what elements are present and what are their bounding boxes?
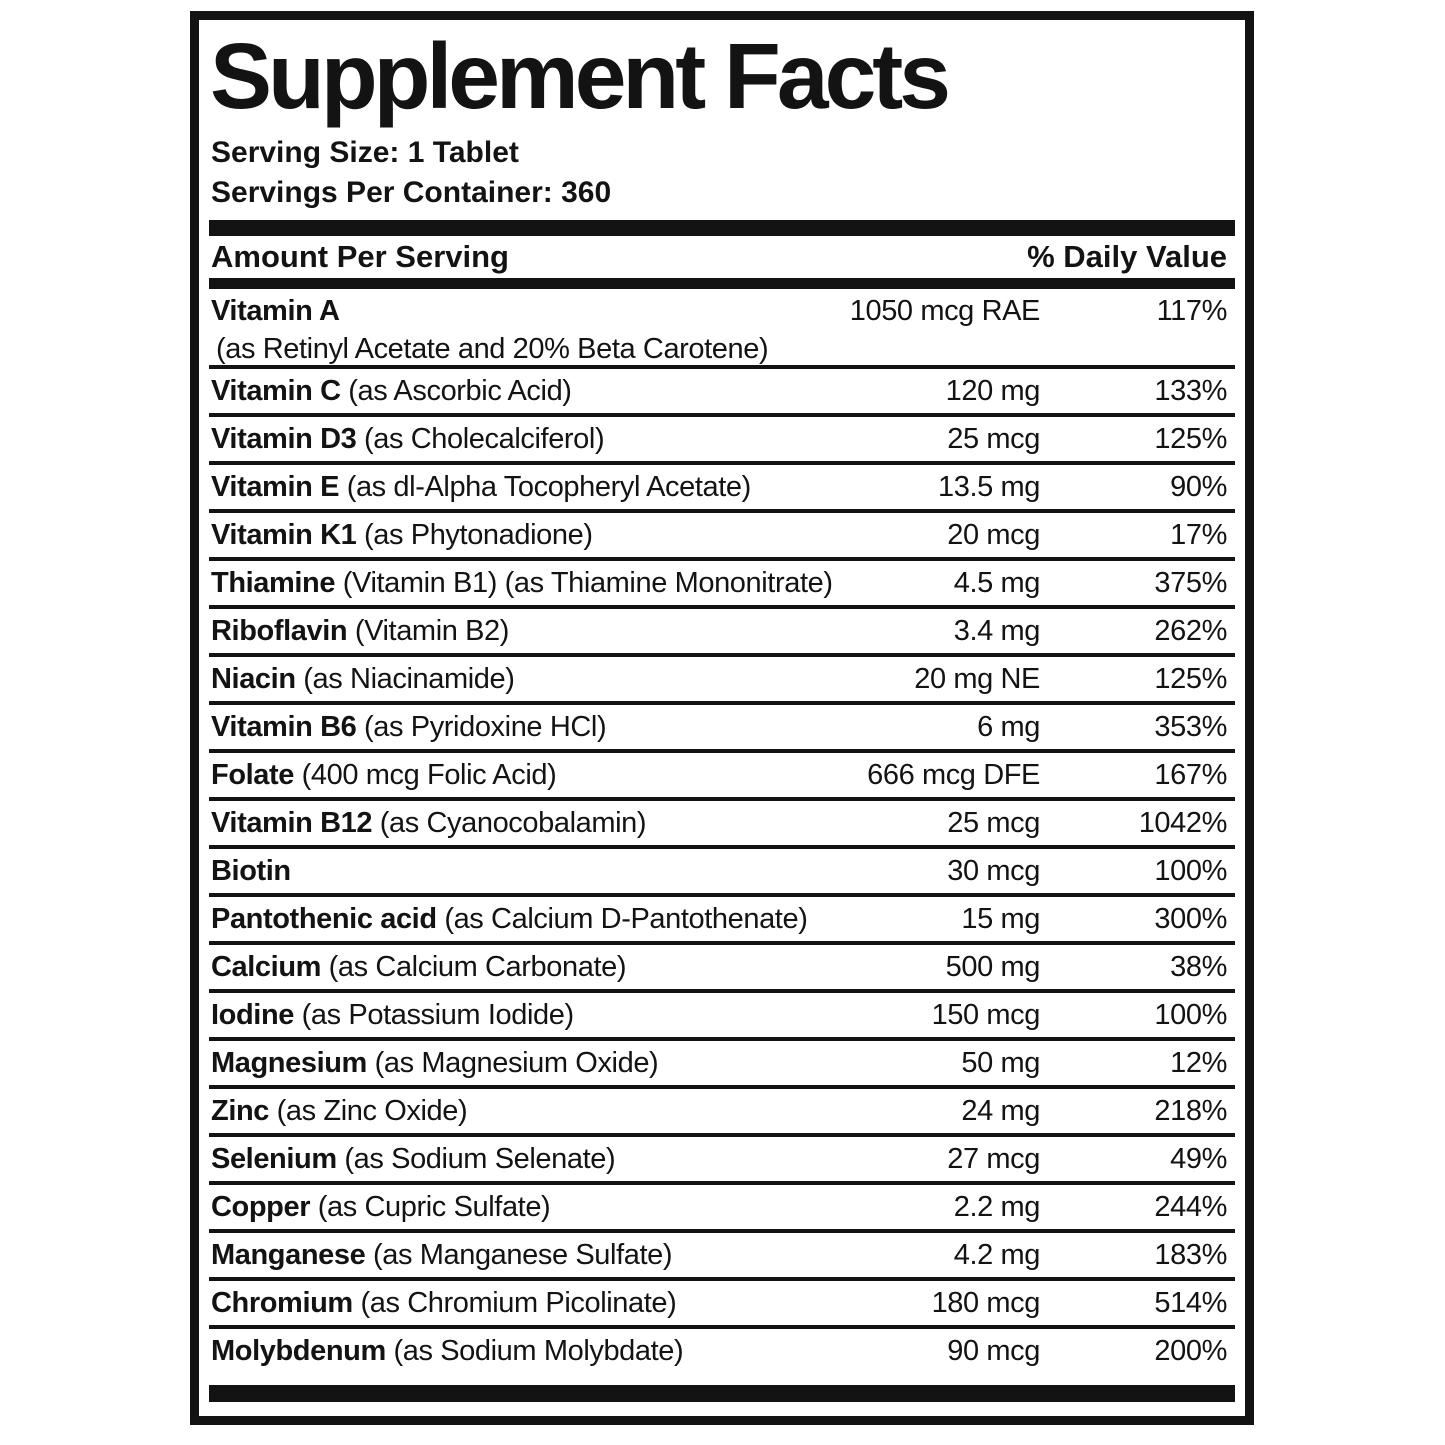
nutrient-name-cell (211, 1089, 825, 1133)
nutrient-row (209, 701, 1235, 749)
nutrient-row (209, 413, 1235, 461)
nutrient-amount: 6 mg (977, 711, 1040, 743)
nutrient-name: Biotin (211, 855, 291, 887)
nutrient-name-cell (211, 945, 825, 989)
nutrient-daily-value: 100% (1154, 999, 1227, 1031)
nutrient-name: Calcium (211, 951, 322, 983)
nutrient-amount: 90 mcg (947, 1335, 1040, 1367)
nutrient-name-cell (211, 1233, 825, 1277)
nutrient-row (209, 365, 1235, 413)
nutrient-source: (Vitamin B2) (347, 615, 510, 647)
nutrient-daily-value: 12% (1170, 1047, 1227, 1079)
nutrient-daily-value: 514% (1154, 1287, 1227, 1319)
nutrient-daily-value: 1042% (1138, 807, 1227, 839)
nutrient-amount: 4.5 mg (953, 567, 1040, 599)
nutrient-name-cell (211, 1041, 825, 1085)
nutrient-daily-value: 262% (1154, 615, 1227, 647)
nutrient-name: Manganese (211, 1239, 366, 1271)
nutrient-source: (400 mcg Folic Acid) (294, 759, 557, 791)
nutrient-daily-value: 300% (1154, 903, 1227, 935)
nutrient-row (209, 1037, 1235, 1085)
nutrient-name-cell (211, 753, 825, 797)
nutrient-daily-value: 200% (1154, 1335, 1227, 1367)
nutrient-row (209, 797, 1235, 845)
nutrient-amount: 15 mg (961, 903, 1040, 935)
nutrient-name: Zinc (211, 1095, 270, 1127)
nutrient-row (209, 1325, 1235, 1373)
nutrient-source: (as Pyridoxine HCl) (356, 711, 607, 743)
nutrient-name: Molybdenum (211, 1335, 386, 1367)
nutrient-row (209, 1085, 1235, 1133)
nutrient-name: Vitamin C (211, 375, 341, 407)
nutrient-name-cell (211, 1329, 825, 1373)
nutrient-amount: 1050 mcg RAE (849, 295, 1040, 327)
nutrient-amount: 120 mg (945, 375, 1040, 407)
nutrient-source: (as Chromium Picolinate) (352, 1287, 677, 1319)
nutrient-amount: 666 mcg DFE (867, 759, 1040, 791)
nutrient-row (209, 1181, 1235, 1229)
nutrient-source: (as Manganese Sulfate) (365, 1239, 673, 1271)
nutrient-amount: 20 mg NE (914, 663, 1040, 695)
header-divider-bar (209, 278, 1235, 289)
nutrient-name: Pantothenic acid (211, 903, 437, 935)
nutrient-source: (as Magnesium Oxide) (366, 1047, 659, 1079)
nutrient-row (209, 893, 1235, 941)
nutrient-name-cell (211, 897, 825, 941)
nutrient-name: Vitamin K1 (211, 519, 357, 551)
nutrient-amount: 24 mg (961, 1095, 1040, 1127)
nutrient-table (209, 289, 1235, 1373)
nutrient-row (209, 1133, 1235, 1181)
nutrient-amount: 13.5 mg (938, 471, 1040, 503)
nutrient-source: (as Calcium D-Pantothenate) (436, 903, 808, 935)
nutrient-name: Vitamin B6 (211, 711, 357, 743)
nutrient-name-cell (211, 993, 825, 1037)
nutrient-amount: 2.2 mg (953, 1191, 1040, 1223)
nutrient-name-cell (211, 705, 825, 749)
nutrient-name-cell (211, 849, 825, 893)
nutrient-source: (as Phytonadione) (356, 519, 593, 551)
nutrient-name: Folate (211, 759, 294, 791)
nutrient-amount: 4.2 mg (953, 1239, 1040, 1271)
nutrient-name-cell (211, 1137, 825, 1181)
nutrient-amount: 25 mcg (947, 423, 1040, 455)
nutrient-row (209, 653, 1235, 701)
nutrient-amount: 20 mcg (947, 519, 1040, 551)
nutrient-name-cell (211, 289, 825, 365)
nutrient-amount: 3.4 mg (953, 615, 1040, 647)
nutrient-row (209, 1277, 1235, 1325)
nutrient-daily-value: 125% (1154, 663, 1227, 695)
supplement-facts-panel (190, 11, 1254, 1425)
nutrient-amount: 50 mg (961, 1047, 1040, 1079)
nutrient-amount: 150 mcg (931, 999, 1040, 1031)
nutrient-daily-value: 17% (1170, 519, 1227, 551)
nutrient-source-subline: (as Retinyl Acetate and 20% Beta Carotene) (216, 333, 769, 365)
bottom-divider-bar (209, 1385, 1235, 1402)
nutrient-daily-value: 90% (1170, 471, 1227, 503)
nutrient-source: (as Potassium Iodide) (294, 999, 574, 1031)
nutrient-name: Magnesium (211, 1047, 367, 1079)
nutrient-name: Copper (211, 1191, 311, 1223)
nutrient-daily-value: 183% (1154, 1239, 1227, 1271)
serving-size-text: Serving Size: 1 Tablet (211, 136, 519, 169)
nutrient-daily-value: 218% (1154, 1095, 1227, 1127)
table-header-row (209, 236, 1235, 278)
nutrient-daily-value: 117% (1156, 295, 1227, 327)
nutrient-daily-value: 49% (1170, 1143, 1227, 1175)
servings-per-container-text: Servings Per Container: 360 (211, 176, 612, 209)
nutrient-daily-value: 167% (1154, 759, 1227, 791)
nutrient-name-cell (211, 561, 833, 605)
nutrient-row (209, 989, 1235, 1037)
nutrient-daily-value: 375% (1154, 567, 1227, 599)
nutrient-name: Riboflavin (211, 615, 348, 647)
nutrient-source: (as Zinc Oxide) (269, 1095, 468, 1127)
nutrient-daily-value: 244% (1154, 1191, 1227, 1223)
nutrient-source: (as Cupric Sulfate) (310, 1191, 551, 1223)
nutrient-source: (as Sodium Molybdate) (385, 1335, 684, 1367)
nutrient-amount: 25 mcg (947, 807, 1040, 839)
nutrient-source: (Vitamin B1) (as Thiamine Mononitrate) (335, 567, 833, 599)
nutrient-name-cell (211, 801, 825, 845)
nutrient-row (209, 845, 1235, 893)
nutrient-name: Vitamin B12 (211, 807, 373, 839)
nutrient-name-cell (211, 1185, 825, 1229)
nutrient-source: (as Cyanocobalamin) (372, 807, 647, 839)
nutrient-source: (as Ascorbic Acid) (340, 375, 572, 407)
nutrient-name-cell (211, 657, 825, 701)
nutrient-name: Vitamin D3 (211, 423, 357, 455)
daily-value-header: % Daily Value (1027, 239, 1227, 274)
nutrient-name: Vitamin A (211, 295, 340, 327)
nutrient-row (209, 557, 1235, 605)
nutrient-name: Chromium (211, 1287, 353, 1319)
nutrient-amount: 30 mcg (947, 855, 1040, 887)
nutrient-row (209, 461, 1235, 509)
nutrient-source: (as Sodium Selenate) (336, 1143, 616, 1175)
nutrient-daily-value: 100% (1154, 855, 1227, 887)
nutrient-row (209, 289, 1235, 365)
top-divider-bar (209, 220, 1235, 236)
nutrient-row (209, 509, 1235, 557)
nutrient-daily-value: 133% (1154, 375, 1227, 407)
nutrient-name: Thiamine (211, 567, 336, 599)
nutrient-name-cell (211, 1281, 825, 1325)
nutrient-name: Niacin (211, 663, 296, 695)
nutrient-amount: 180 mcg (931, 1287, 1040, 1319)
nutrient-daily-value: 125% (1154, 423, 1227, 455)
nutrient-daily-value: 38% (1170, 951, 1227, 983)
nutrient-row (209, 605, 1235, 653)
nutrient-name: Selenium (211, 1143, 337, 1175)
nutrient-name-cell (211, 609, 825, 653)
nutrient-amount: 500 mg (945, 951, 1040, 983)
nutrient-row (209, 749, 1235, 797)
nutrient-name-cell (211, 513, 825, 557)
nutrient-name-cell (211, 417, 825, 461)
nutrient-name: Iodine (211, 999, 294, 1031)
nutrient-source: (as Cholecalciferol) (356, 423, 605, 455)
nutrient-row (209, 941, 1235, 989)
nutrient-source: (as Niacinamide) (295, 663, 515, 695)
nutrient-name-cell (211, 465, 825, 509)
nutrient-row (209, 1229, 1235, 1277)
nutrient-name-cell (211, 369, 825, 413)
nutrient-daily-value: 353% (1154, 711, 1227, 743)
nutrient-source: (as dl-Alpha Tocopheryl Acetate) (339, 471, 751, 503)
nutrient-name: Vitamin E (211, 471, 340, 503)
amount-per-serving-header: Amount Per Serving (211, 239, 509, 274)
panel-title: Supplement Facts (210, 24, 947, 128)
nutrient-source: (as Calcium Carbonate) (321, 951, 627, 983)
nutrient-amount: 27 mcg (947, 1143, 1040, 1175)
